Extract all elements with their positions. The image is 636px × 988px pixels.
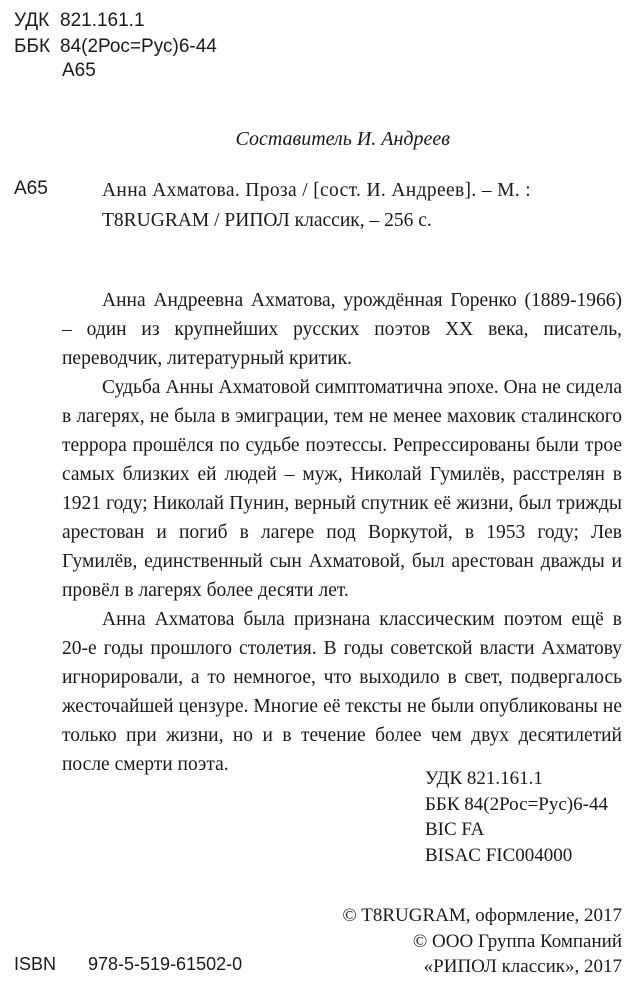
bbk-line xyxy=(14,34,217,60)
copyright-line-1: © T8RUGRAM, оформление, 2017 xyxy=(342,905,622,926)
udk-line xyxy=(14,8,217,34)
bibliographic-record xyxy=(102,176,622,236)
catalog-block xyxy=(14,8,217,60)
bbk-code: ББК 84(2Рос=Рус)6-44 xyxy=(425,793,608,815)
isbn-line xyxy=(14,954,242,975)
copyright-line-3: «РИПОЛ классик», 2017 xyxy=(423,956,622,977)
compiler-line: Составитель И. Андреев xyxy=(235,128,450,150)
bic-code: BIC FA xyxy=(425,819,485,840)
author-mark-side: А65 xyxy=(14,178,48,199)
classification-block xyxy=(425,766,608,868)
biblio-line-1: Анна Ахматова. Проза / [сост. И. Андреев]. – М. : xyxy=(102,180,532,201)
isbn-value: 978-5-519-61502-0 xyxy=(88,954,243,974)
isbn-label: ISBN xyxy=(14,954,57,974)
biblio-line-2: T8RUGRAM / РИПОЛ классик, – 256 с. xyxy=(102,210,432,231)
annotation xyxy=(62,286,622,779)
bisac-code: BISAC FIC004000 xyxy=(425,844,573,866)
copyright-line-2: © ООО Группа Компаний xyxy=(412,930,622,952)
copyright-block xyxy=(342,903,622,980)
annotation-paragraph-1: Анна Андреевна Ахматова, урождённая Горенко (1889-1966) – один из крупнейших русских поэтов XX века, писатель, переводчик, литературный критик. xyxy=(62,290,622,369)
author-mark-top: А65 xyxy=(62,60,96,81)
udk-code: УДК 821.161.1 xyxy=(425,768,543,789)
bbk-label: ББК xyxy=(14,36,51,57)
bbk-value: 84(2Рос=Рус)6-44 xyxy=(60,36,217,57)
annotation-paragraph-3: Анна Ахматова была признана классическим поэтом ещё в 20-е годы прошлого столетия. В годы советской власти Ахматову игнорировали, а то немногое, что выходило в свет, подвергалось жесточайшей цензуре. Многие её тексты не были опубликованы не только при жизни, но и в течение более чем двух десятилетий после смерти поэта. xyxy=(62,609,622,775)
udk-value: 821.161.1 xyxy=(60,10,145,31)
annotation-paragraph-2: Судьба Анны Ахматовой симптоматична эпохе. Она не сидела в лагерях, не была в эмиграции, тем не менее маховик сталинского террора прошёлся по судьбе поэтессы. Репрессированы были трое самых близких ей людей – муж, Николай Гумилёв, расстрелян в 1921 году; Николай Пунин, верный спутник её жизни, был трижды арестован и погиб в лагере под Воркутой, в 1953 году; Лев Гумилёв, единственный сын Ахматовой, был арестован дважды и провёл в лагерях более десяти лет. xyxy=(62,377,622,601)
udk-label: УДК xyxy=(14,10,50,31)
